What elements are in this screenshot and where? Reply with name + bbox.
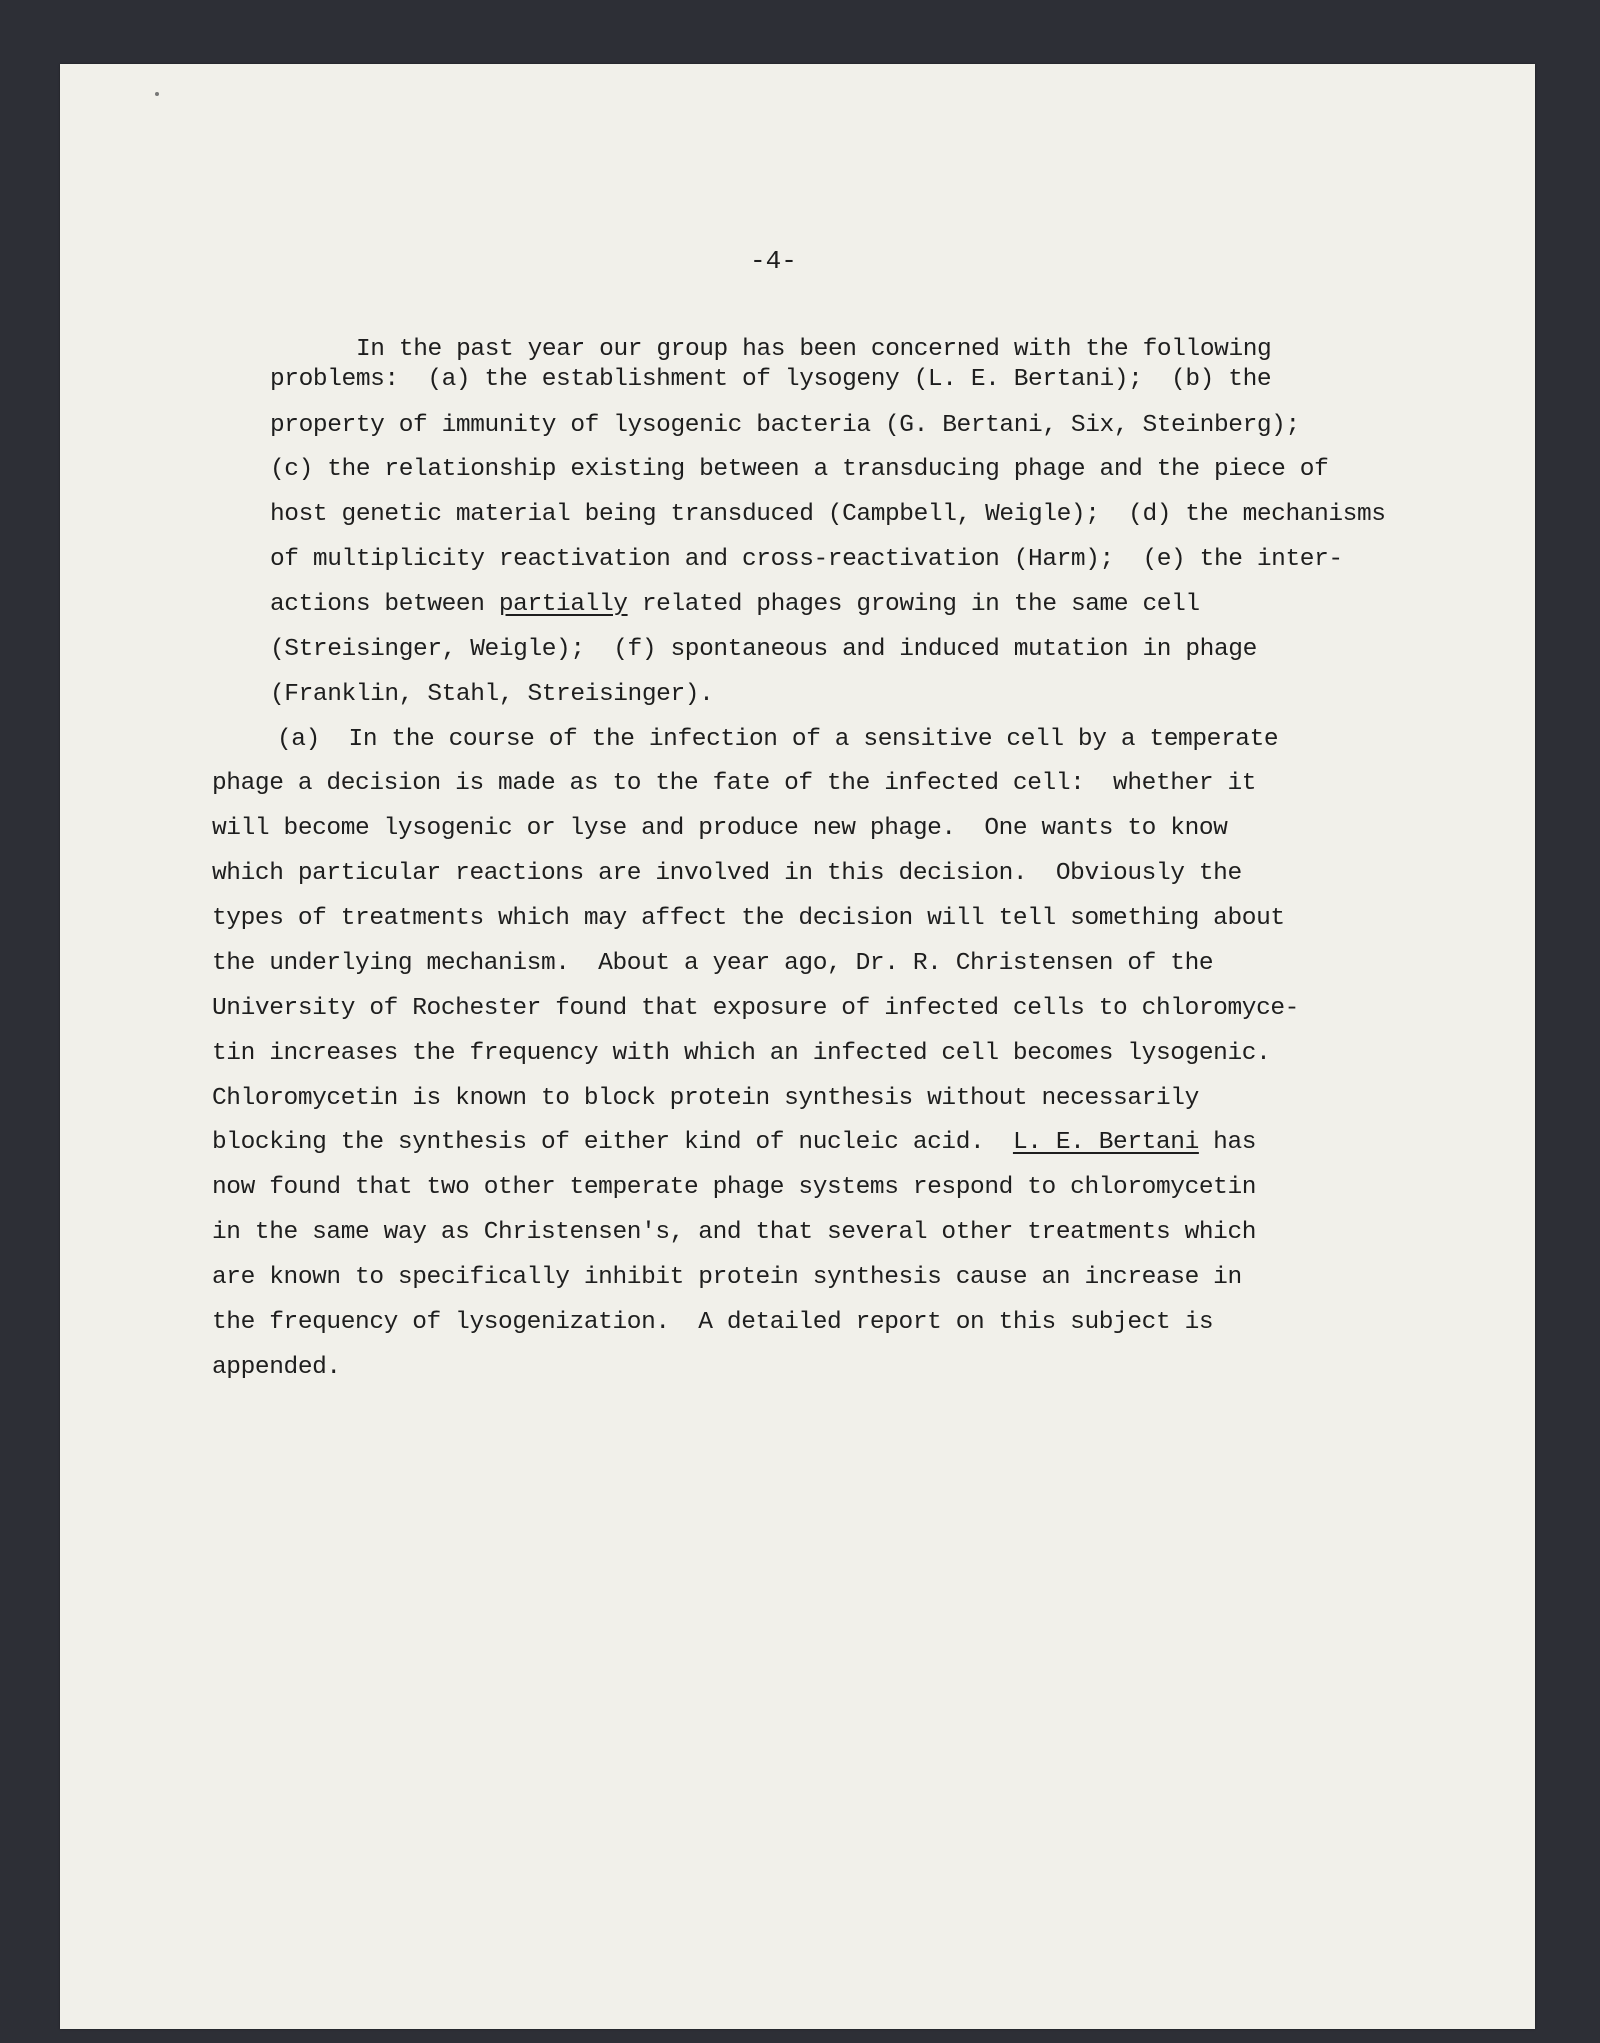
text-line: (Streisinger, Weigle); (f) spontaneous and induced mutation in phage (270, 636, 1257, 663)
text-line (270, 591, 1200, 618)
underlined-text: partially (498, 591, 628, 618)
text-line: now found that two other temperate phage systems respond to chloromycetin (212, 1174, 1257, 1201)
text-line: property of immunity of lysogenic bacteria (G. Bertani, Six, Steinberg); (270, 412, 1300, 439)
text-line: the underlying mechanism. About a year ago, Dr. R. Christensen of the (212, 950, 1214, 977)
text-line: University of Rochester found that exposure of infected cells to chloromyce- (212, 995, 1299, 1022)
text-line: in the same way as Christensen's, and that several other treatments which (212, 1219, 1257, 1246)
text-line: problems: (a) the establishment of lysogeny (L. E. Bertani); (b) the (270, 366, 1272, 393)
underlined-text: L. E. Bertani (1012, 1129, 1199, 1156)
text-segment: blocking the synthesis of either kind of nucleic acid. (212, 1129, 1013, 1156)
text-line: are known to specifically inhibit protein synthesis cause an increase in (212, 1264, 1242, 1291)
text-line: Chloromycetin is known to block protein synthesis without necessarily (212, 1085, 1199, 1112)
text-segment: actions between (270, 591, 499, 618)
paper-speck (155, 92, 159, 96)
text-segment: has (1198, 1129, 1257, 1156)
text-segment: related phages growing in the same cell (627, 591, 1200, 618)
text-line: which particular reactions are involved in this decision. Obviously the (212, 860, 1242, 887)
text-line (212, 1129, 1256, 1156)
text-line: In the past year our group has been concerned with the following (356, 336, 1272, 363)
text-line: of multiplicity reactivation and cross-reactivation (Harm); (e) the inter- (270, 546, 1343, 573)
text-line: (Franklin, Stahl, Streisinger). (270, 681, 714, 708)
text-line: host genetic material being transduced (Campbell, Weigle); (d) the mechanisms (270, 501, 1386, 528)
text-line: phage a decision is made as to the fate of the infected cell: whether it (212, 770, 1257, 797)
text-line: types of treatments which may affect the decision will tell something about (212, 905, 1285, 932)
page-number: -4- (750, 246, 797, 276)
text-line: (a) In the course of the infection of a sensitive cell by a temperate (277, 726, 1279, 753)
document-page (60, 64, 1535, 2029)
text-line: will become lysogenic or lyse and produce new phage. One wants to know (212, 815, 1228, 842)
text-line: tin increases the frequency with which an infected cell becomes lysogenic. (212, 1040, 1271, 1067)
text-line: the frequency of lysogenization. A detailed report on this subject is (212, 1309, 1214, 1336)
text-line: (c) the relationship existing between a transducing phage and the piece of (270, 456, 1329, 483)
text-line: appended. (212, 1354, 341, 1381)
